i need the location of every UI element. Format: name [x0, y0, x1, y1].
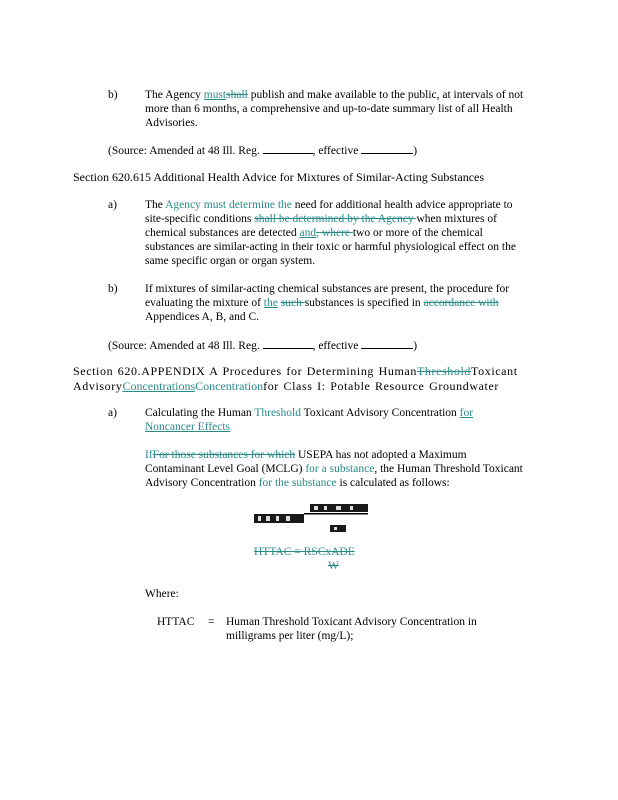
item-label-b: b) [108, 89, 118, 101]
deleted-text: For those substances for which [152, 449, 296, 461]
formula-image [254, 503, 370, 537]
where-label: Where: [145, 588, 179, 600]
inserted-text: If [145, 449, 153, 461]
deleted-text: shall be determined by the Agency [254, 213, 417, 225]
inserted-text: Concentrations [122, 379, 196, 393]
definition-text: Human Threshold Toxicant Advisory Concentration in milligrams per liter (mg/L); [226, 616, 477, 642]
formula-deleted: HTTAC = RSCxADE W [254, 546, 355, 572]
deleted-text: such [280, 297, 305, 309]
inserted-text: for [459, 407, 474, 419]
blank-line [361, 143, 413, 154]
blank-line [263, 143, 313, 154]
inserted-text: must [203, 89, 227, 101]
definition-equals: = [208, 616, 215, 628]
formula-graphic [254, 503, 370, 537]
deleted-text: accordance with [423, 297, 499, 309]
item-label-a: a) [108, 407, 117, 419]
deleted-text: , where [316, 227, 353, 239]
inserted-text: Threshold [254, 407, 301, 419]
deleted-text: Threshold [416, 364, 472, 378]
paragraph-calculation: IfFor those substances for which USEPA has not adopted a Maximum Contaminant Level Goal (MCLG) for a substance, the Human Threshold Toxicant Advisory Concentration for the substance is calculated as follows: [145, 449, 523, 489]
paragraph-b-mixtures: If mixtures of similar-acting chemical substances are present, the procedure for evaluating the mixture of the such substances is specified in accordance with Appendices A, B, and C. [145, 283, 510, 323]
appendix-a-heading: Section 620.APPENDIX A Procedures for Determining HumanThresholdToxicant AdvisoryConcentrationsConcentrationfor Class I: Potable Resource Groundwater [73, 364, 518, 393]
inserted-text: Concentration [195, 379, 264, 393]
item-label-a: a) [108, 199, 117, 211]
paragraph-b-advisories: The Agency mustshall publish and make available to the public, at intervals of not more than 6 months, a comprehensive and up-to-date summary list of all Health Advisories. [145, 89, 524, 129]
inserted-text: the [263, 297, 278, 309]
item-label-b: b) [108, 283, 118, 295]
definition-term: HTTAC [157, 616, 195, 628]
inserted-text: Noncancer Effects [145, 421, 231, 433]
blank-line [263, 338, 313, 349]
source-note: (Source: Amended at 48 Ill. Reg. , effective ) [108, 340, 418, 352]
blank-line [361, 338, 413, 349]
deleted-text: shall [226, 89, 248, 101]
inserted-text: for the substance [258, 477, 337, 489]
subsection-title: Calculating the Human Threshold Toxicant Advisory Concentration for Noncancer Effects [145, 407, 474, 433]
inserted-text: Agency must determine the [165, 199, 292, 211]
source-note: (Source: Amended at 48 Ill. Reg. , effective ) [108, 145, 418, 157]
inserted-text: and [299, 227, 317, 239]
paragraph-a-health-advice: The Agency must determine the need for additional health advice appropriate to site-specific conditions shall be determined by the Agency when mixtures of chemical substances are detected and, where two or more of the chemical substances are similar-acting in their toxic or harmful physiological effect on the same specific organ or organ system. [145, 199, 516, 267]
section-heading-620-615: Section 620.615 Additional Health Advice for Mixtures of Similar-Acting Substances [73, 170, 485, 184]
inserted-text: for a substance [305, 463, 375, 475]
